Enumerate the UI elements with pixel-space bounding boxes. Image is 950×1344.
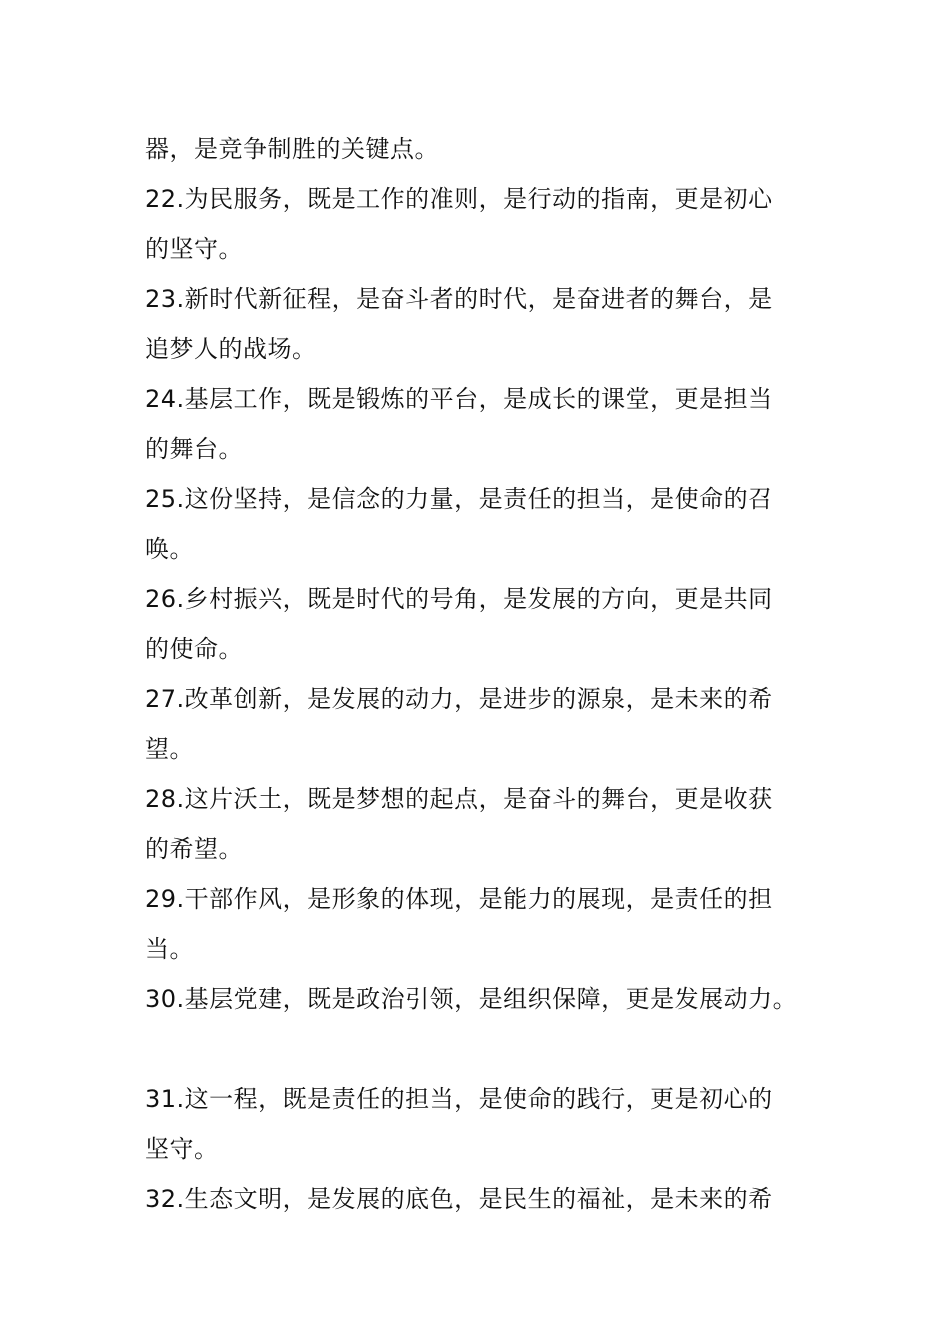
text-line: 25.这份坚持，是信念的力量，是责任的担当，是使命的召: [145, 485, 773, 513]
text-line: 的使命。: [145, 635, 243, 663]
text-line: 的坚守。: [145, 235, 243, 263]
text-line: 追梦人的战场。: [145, 335, 317, 363]
document-body: [145, 124, 825, 1224]
text-line: 31.这一程，既是责任的担当，是使命的践行，更是初心的: [145, 1085, 773, 1113]
text-line: 当。: [145, 935, 194, 963]
text-line: 22.为民服务，既是工作的准则，是行动的指南，更是初心: [145, 185, 773, 213]
text-line: 唤。: [145, 535, 194, 563]
text-line: 28.这片沃土，既是梦想的起点，是奋斗的舞台，更是收获: [145, 785, 773, 813]
text-line: 30.基层党建，既是政治引领，是组织保障，更是发展动力。: [145, 985, 798, 1013]
text-line: 23.新时代新征程，是奋斗者的时代，是奋进者的舞台，是: [145, 285, 773, 313]
text-line: 坚守。: [145, 1135, 219, 1163]
text-line: 29.干部作风，是形象的体现，是能力的展现，是责任的担: [145, 885, 773, 913]
text-line: 望。: [145, 735, 194, 763]
paragraph-spacer: [145, 1024, 825, 1074]
text-line: 的希望。: [145, 835, 243, 863]
text-line: 24.基层工作，既是锻炼的平台，是成长的课堂，更是担当: [145, 385, 773, 413]
text-line: 器，是竞争制胜的关键点。: [145, 135, 439, 163]
text-line: 27.改革创新，是发展的动力，是进步的源泉，是未来的希: [145, 685, 773, 713]
text-line: 26.乡村振兴，既是时代的号角，是发展的方向，更是共同: [145, 585, 773, 613]
text-line: 32.生态文明，是发展的底色，是民生的福祉，是未来的希: [145, 1185, 773, 1213]
text-line: 的舞台。: [145, 435, 243, 463]
